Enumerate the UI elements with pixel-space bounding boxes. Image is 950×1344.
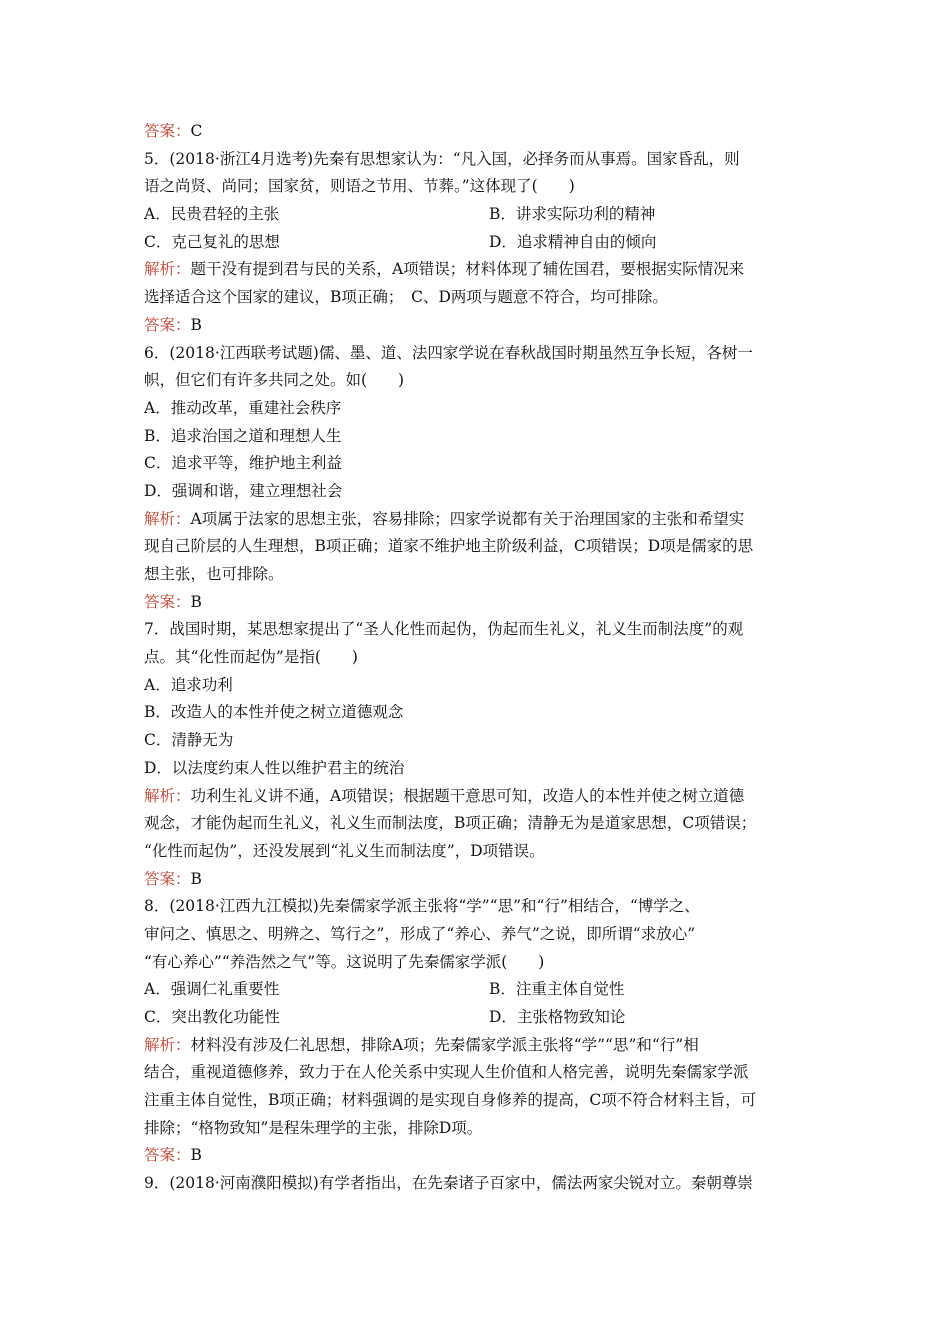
text-line: A．推动改革，重建社会秩序 xyxy=(144,398,342,417)
analysis-line xyxy=(144,506,812,534)
text-line: 9．(2018·河南濮阳模拟)有学者指出，在先秦诸子百家中，儒法两家尖锐对立。秦朝尊崇 xyxy=(144,1174,753,1193)
text-line: C．追求平等，维护地主利益 xyxy=(144,454,342,473)
analysis-label: 解析： xyxy=(144,509,191,528)
text-line: C．清静无为 xyxy=(144,731,234,750)
analysis-text: 功利生礼义讲不通，A项错误；根据题干意思可知，改造人的本性并使之树立道德 xyxy=(190,786,745,805)
option-left: C．突出教化功能性 xyxy=(144,1008,280,1026)
document-page xyxy=(144,118,812,1198)
text-line: 审问之、慎思之、明辨之、笃行之”，形成了“养心、养气”之说，即所谓“求放心” xyxy=(144,924,696,943)
option-right: B．注重主体自觉性 xyxy=(489,980,625,999)
answer-label: 答案： xyxy=(144,315,191,334)
answer-line xyxy=(144,589,812,617)
answer-label: 答案： xyxy=(144,592,191,611)
text-line: 6．(2018·江西联考试题)儒、墨、道、法四家学说在春秋战国时期虽然互争长短，各树一 xyxy=(144,343,753,362)
answer-line xyxy=(144,1142,812,1170)
text-line: 观念，才能伪起而生礼义，礼义生而制法度，B项正确；清静无为是道家思想，C项错误； xyxy=(144,814,757,833)
text-line: D．以法度约束人性以维护君主的统治 xyxy=(144,758,405,777)
analysis-label: 解析： xyxy=(144,260,191,279)
option-left: C．克己复礼的思想 xyxy=(144,232,280,251)
analysis-line xyxy=(144,1032,812,1060)
text-line: 帜，但它们有许多共同之处。如( ) xyxy=(144,371,405,390)
answer-line xyxy=(144,312,812,340)
text-line: “有心养心”“养浩然之气”等。这说明了先秦儒家学派( ) xyxy=(144,952,545,971)
text-line: “化性而起伪”，还没发展到“礼义生而制法度”，D项错误。 xyxy=(144,841,545,860)
text-line: B．改造人的本性并使之树立道德观念 xyxy=(144,703,404,722)
text-line: B．追求治国之道和理想人生 xyxy=(144,426,342,445)
text-line: 现自己阶层的人生理想，B项正确；道家不维护地主阶级利益，C项错误；D项是儒家的思 xyxy=(144,537,754,556)
option-row xyxy=(144,201,812,229)
analysis-label: 解析： xyxy=(144,1035,191,1054)
answer-label: 答案： xyxy=(144,122,191,140)
answer-line xyxy=(144,866,812,894)
answer-value: B xyxy=(190,869,202,888)
option-left: A．强调仁礼重要性 xyxy=(144,980,280,999)
text-line: A．追求功利 xyxy=(144,675,233,694)
answer-value: B xyxy=(190,1146,202,1165)
text-line: 结合，重视道德修养，致力于在人伦关系中实现人生价值和人格完善，说明先秦儒家学派 xyxy=(144,1063,749,1082)
answer-value: B xyxy=(190,315,202,334)
option-right: D．追求精神自由的倾向 xyxy=(489,232,657,251)
answer-value: C xyxy=(190,122,203,140)
answer-value: B xyxy=(190,592,202,611)
option-right: D．主张格物致知论 xyxy=(489,1008,626,1026)
analysis-label: 解析： xyxy=(144,786,191,805)
text-line: 8．(2018·江西九江模拟)先秦儒家学派主张将“学”“思”和“行”相结合，“博学之、 xyxy=(144,897,700,916)
text-line: 语之尚贤、尚同；国家贫，则语之节用、节葬。”这体现了( ) xyxy=(144,177,575,196)
option-right: B．讲求实际功利的精神 xyxy=(489,205,656,224)
text-line: 排除；“格物致知”是程朱理学的主张，排除D项。 xyxy=(144,1118,483,1137)
answer-label: 答案： xyxy=(144,1146,191,1165)
option-row xyxy=(144,1004,812,1032)
answer-line xyxy=(144,118,812,146)
analysis-line xyxy=(144,783,812,811)
text-line: 想主张，也可排除。 xyxy=(144,565,284,583)
analysis-text: A项属于法家的思想主张，容易排除；四家学说都有关于治理国家的主张和希望实 xyxy=(190,509,745,528)
option-row xyxy=(144,976,812,1004)
text-line: 选择适合这个国家的建议，B项正确； C、D两项与题意不符合，均可排除。 xyxy=(144,288,668,307)
text-line: 点。其“化性而起伪”是指( ) xyxy=(144,648,358,667)
option-row xyxy=(144,229,812,257)
analysis-text: 题干没有提到君与民的关系，A项错误；材料体现了辅佐国君，要根据实际情况来 xyxy=(190,260,745,279)
analysis-text: 材料没有涉及仁礼思想，排除A项；先秦儒家学派主张将“学”“思”和“行”相 xyxy=(190,1035,699,1054)
text-line: D．强调和谐，建立理想社会 xyxy=(144,481,343,500)
text-line: 5．(2018·浙江4月选考)先秦有思想家认为：“凡入国，必择务而从事焉。国家昏乱，则 xyxy=(144,149,740,168)
option-left: A．民贵君轻的主张 xyxy=(144,205,280,224)
text-line: 7．战国时期，某思想家提出了“圣人化性而起伪，伪起而生礼义，礼义生而制法度”的观 xyxy=(144,620,744,639)
text-line: 注重主体自觉性，B项正确；材料强调的是实现自身修养的提高，C项不符合材料主旨，可 xyxy=(144,1091,757,1110)
answer-label: 答案： xyxy=(144,869,191,888)
analysis-line xyxy=(144,256,812,284)
